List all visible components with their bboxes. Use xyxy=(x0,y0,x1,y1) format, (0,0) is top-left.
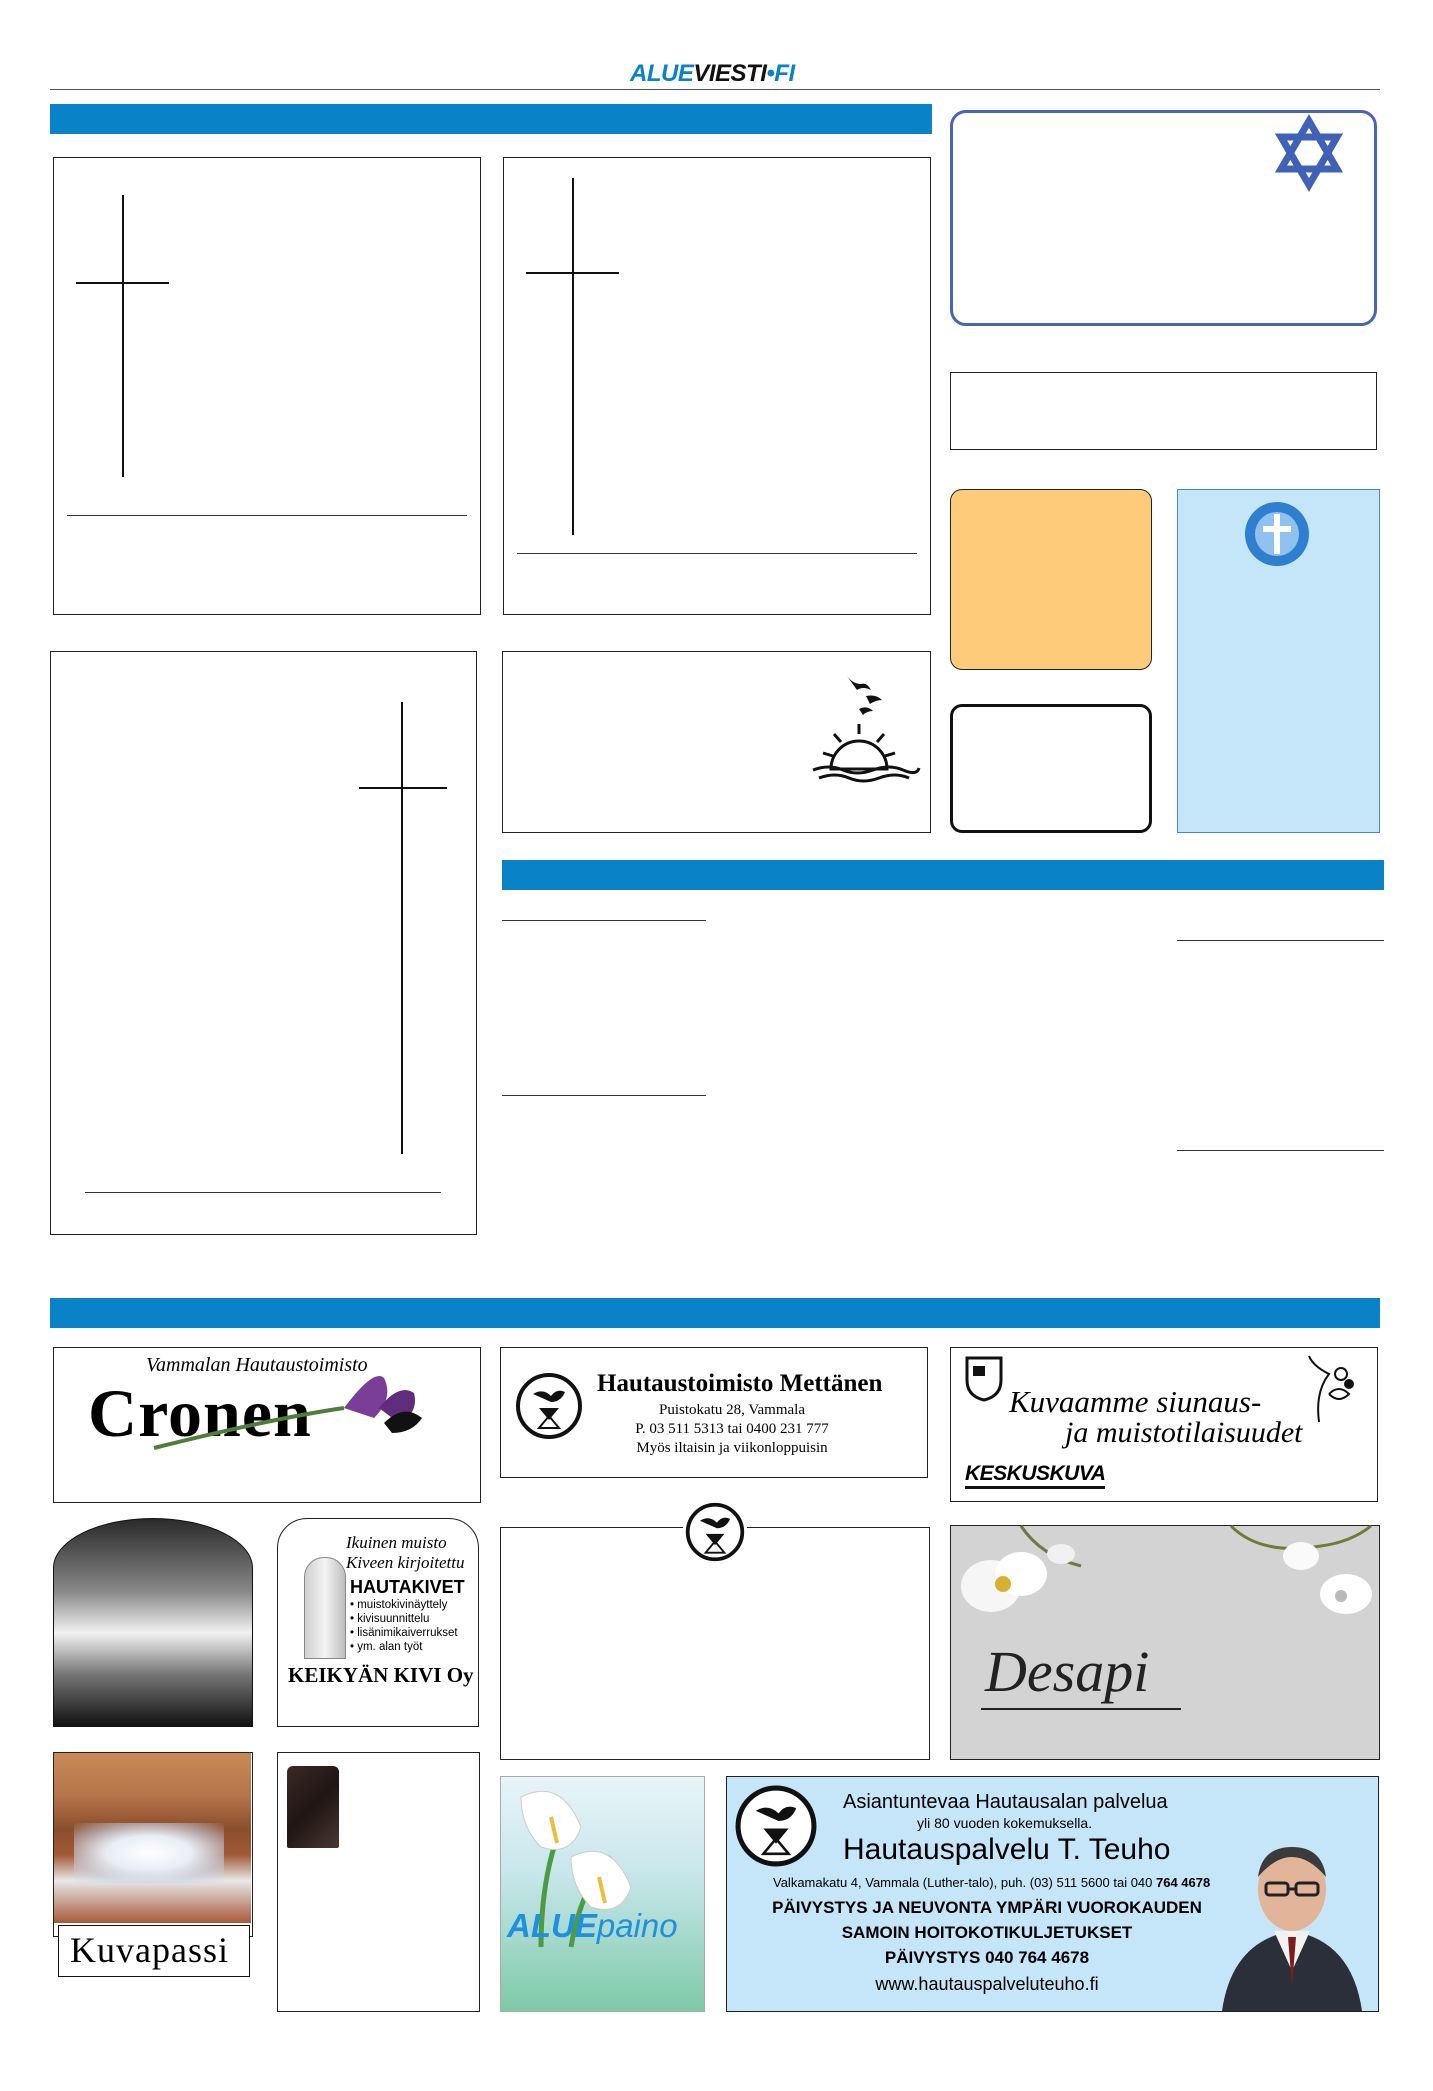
teuho-name: Hautauspalvelu T. Teuho xyxy=(843,1833,1171,1866)
star-of-david-box xyxy=(950,110,1377,326)
masthead-logo[interactable] xyxy=(630,60,805,88)
divider xyxy=(85,1192,441,1193)
logo-dot: • xyxy=(766,60,775,87)
section-bar-ads xyxy=(50,1298,1380,1328)
teuho-line2: yli 80 vuoden kokemuksella. xyxy=(917,1815,1093,1831)
keikyan-item-1: • muistokivinäyttely xyxy=(350,1599,448,1611)
notice-box-empty xyxy=(950,372,1377,450)
church-photo xyxy=(54,1753,251,1923)
cross-bar xyxy=(359,787,447,789)
frame-logo-badge xyxy=(683,1500,747,1564)
ad-cronen[interactable] xyxy=(53,1347,481,1503)
teuho-line1: Asiantuntevaa Hautausalan palvelua xyxy=(843,1791,1168,1813)
angel-relief-image xyxy=(304,1557,346,1659)
ad-aluepaino[interactable] xyxy=(500,1776,705,2012)
keikyan-item-3: • lisänimikaiverrukset xyxy=(350,1627,458,1639)
teuho-web: www.hautauspalveluteuho.fi xyxy=(875,1974,1099,1994)
flower-sketch-icon xyxy=(1299,1354,1361,1424)
teuho-bold1: PÄIVYSTYS JA NEUVONTA YMPÄRI VUOROKAUDEN xyxy=(772,1898,1202,1917)
divider xyxy=(517,553,917,554)
section-bar-obituaries xyxy=(50,104,932,134)
logo-viesti: VIESTI xyxy=(693,60,767,87)
column-rule xyxy=(502,920,706,921)
ad-teuho[interactable] xyxy=(726,1776,1379,2012)
keikyan-item-4: • ym. alan työt xyxy=(350,1641,423,1653)
mettanen-name: Hautaustoimisto Mettänen xyxy=(597,1370,883,1397)
divider xyxy=(67,515,467,516)
obituary-box-4 xyxy=(502,651,931,833)
cross-bar xyxy=(526,272,619,274)
aluepaino-logo xyxy=(507,1907,678,1945)
section-bar-notices xyxy=(502,860,1384,890)
teuho-address-bold: 764 4678 xyxy=(1156,1875,1211,1890)
ad-gravestone[interactable] xyxy=(277,1752,480,2012)
keikyan-motto-1: Ikuinen muisto xyxy=(346,1533,447,1552)
gravestone-image xyxy=(287,1766,339,1848)
cronen-subtitle: Vammalan Hautaustoimisto xyxy=(146,1354,368,1376)
dove-hourglass-logo-icon xyxy=(515,1372,583,1440)
keskuskuva-brand: KESKUSKUVA xyxy=(965,1462,1105,1489)
keikyan-heading: HAUTAKIVET xyxy=(350,1577,465,1597)
cross-icon xyxy=(572,178,574,535)
desapi-underline xyxy=(981,1708,1181,1710)
keikyan-motto-2: Kiveen kirjoitettu xyxy=(346,1553,465,1572)
orchid-icon xyxy=(951,1526,1381,1636)
ad-kuvapassi[interactable] xyxy=(53,1752,253,1970)
mettanen-note: Myös iltaisin ja viikonloppuisin xyxy=(636,1440,828,1456)
ad-stone-gradient[interactable] xyxy=(53,1518,253,1727)
mettanen-address: Puistokatu 28, Vammala xyxy=(659,1402,805,1418)
logo-alue: ALUE xyxy=(630,60,694,87)
calla-lily-icon xyxy=(144,1368,444,1458)
flower-arrangement xyxy=(74,1823,224,1883)
obituary-box-2 xyxy=(503,157,931,615)
ad-framed-blank[interactable] xyxy=(500,1527,930,1760)
dove-hourglass-logo-icon xyxy=(683,1500,747,1564)
dove-hourglass-logo-icon xyxy=(733,1783,819,1869)
aluepaino-alue: ALUE xyxy=(507,1907,597,1944)
cross-icon xyxy=(122,195,124,477)
teuho-address xyxy=(773,1875,1210,1890)
mettanen-phone: P. 03 511 5313 tai 0400 231 777 xyxy=(635,1421,829,1437)
notice-box-orange xyxy=(950,489,1152,670)
teuho-address-text: Valkamakatu 4, Vammala (Luther-talo), puh. (03) 511 5600 tai 040 xyxy=(773,1875,1156,1890)
cross-bar xyxy=(76,282,169,284)
logo-fi: FI xyxy=(774,60,795,87)
notice-box-lightblue xyxy=(1177,489,1380,833)
header-rule xyxy=(50,89,1380,90)
aluepaino-paino: paino xyxy=(596,1907,678,1944)
obituary-box-3 xyxy=(50,651,477,1235)
obituary-box-1 xyxy=(53,157,481,615)
keskuskuva-line2: ja muistotilaisuudet xyxy=(1065,1416,1303,1449)
sunset-birds-icon xyxy=(811,674,921,784)
kuvapassi-name: Kuvapassi xyxy=(70,1930,229,1970)
ad-keikyan-kivi[interactable] xyxy=(277,1518,479,1727)
keskuskuva-line1: Kuvaamme siunaus- xyxy=(1009,1384,1262,1419)
column-rule xyxy=(502,1095,706,1096)
keikyan-item-2: • kivisuunnittelu xyxy=(350,1613,430,1625)
coat-of-arms-icon xyxy=(965,1356,1003,1402)
ad-mettanen[interactable] xyxy=(500,1347,928,1478)
star-of-david-icon xyxy=(1276,117,1342,189)
teuho-bold2: SAMOIN HOITOKOTIKULJETUKSET xyxy=(841,1923,1133,1942)
notice-box-rounded xyxy=(950,704,1152,833)
cross-icon xyxy=(401,702,403,1154)
column-rule xyxy=(1177,940,1384,941)
cronen-name: Cronen xyxy=(88,1375,312,1451)
person-portrait-icon xyxy=(1212,1811,1372,2011)
desapi-name: Desapi xyxy=(985,1639,1150,1704)
globe-cross-icon xyxy=(1243,500,1311,568)
column-rule xyxy=(1177,1150,1384,1151)
ad-desapi[interactable] xyxy=(950,1525,1380,1760)
keikyan-company: KEIKYÄN KIVI Oy xyxy=(288,1663,474,1687)
ad-keskuskuva[interactable] xyxy=(950,1347,1378,1502)
teuho-bold3: PÄIVYSTYS 040 764 4678 xyxy=(884,1948,1090,1967)
